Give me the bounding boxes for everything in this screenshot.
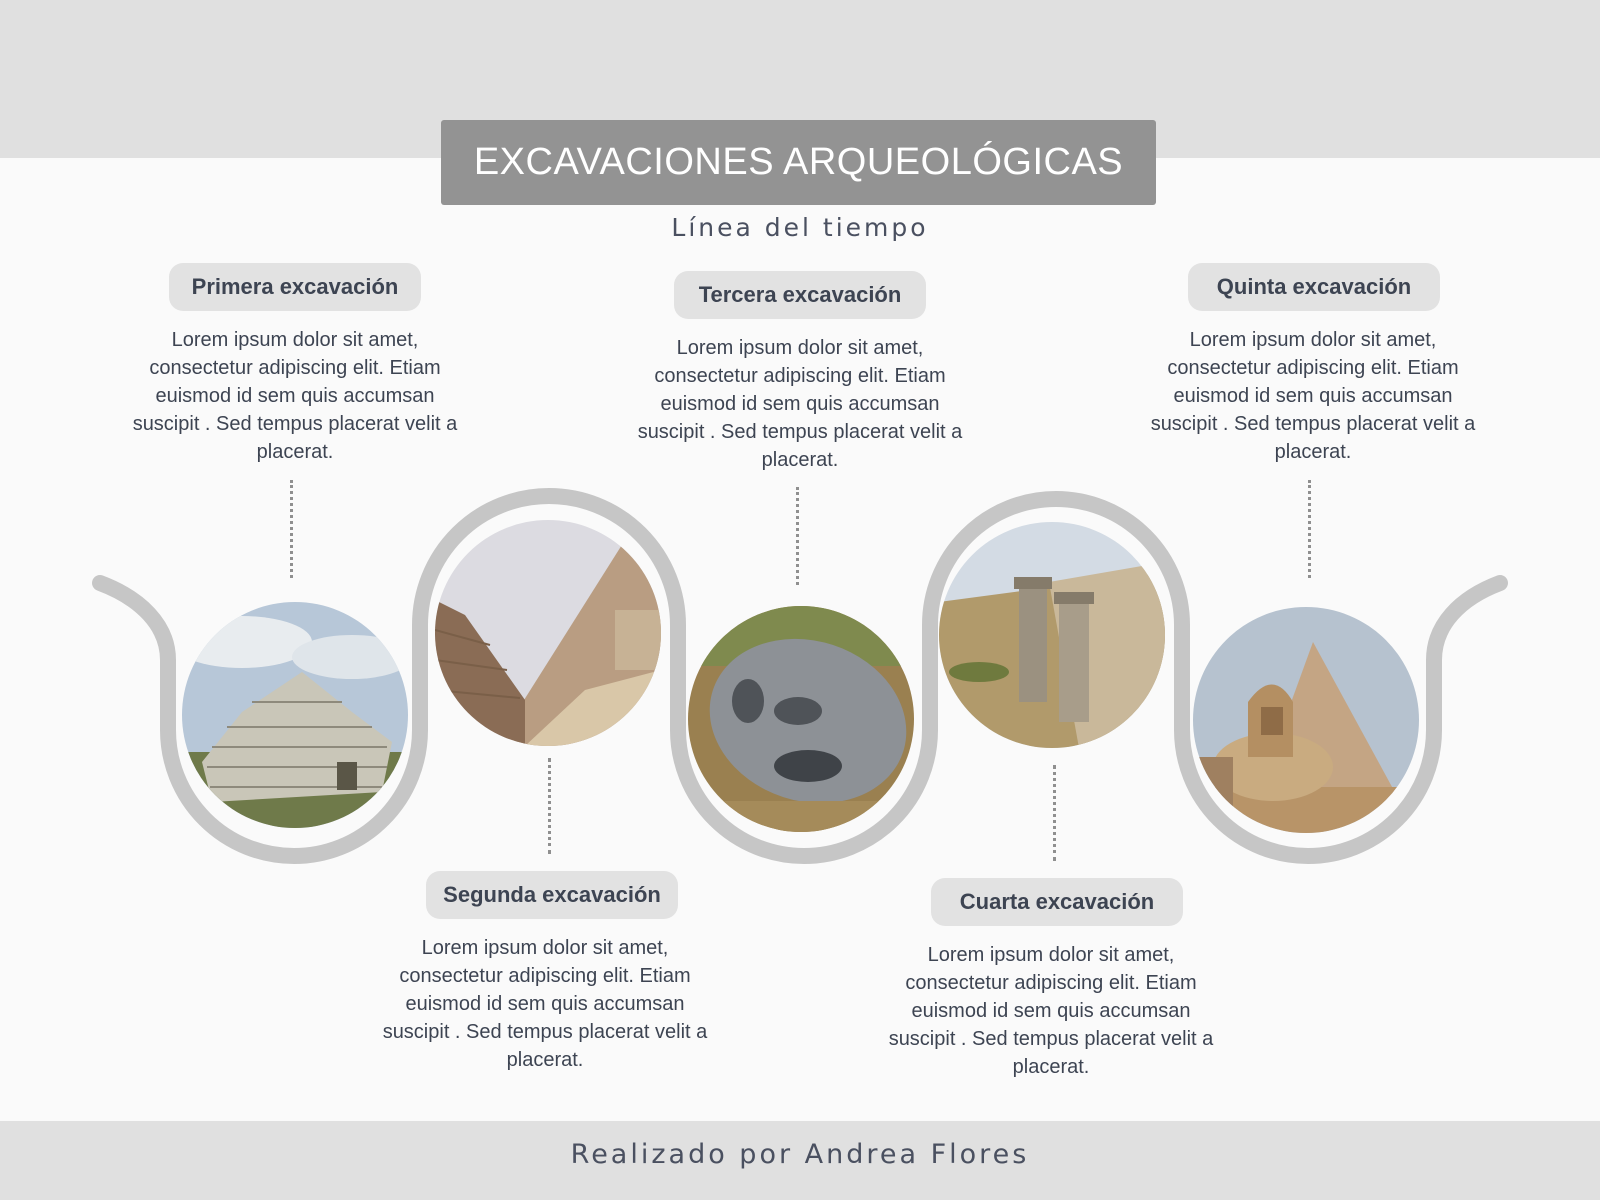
step-3-description: Lorem ipsum dolor sit amet, consectetur adipiscing elit. Etiam euismod id sem quis accumsan suscipit . Sed tempus placerat velit a placerat. <box>637 337 963 471</box>
step-4-photo <box>939 522 1165 748</box>
step-5-label: Quinta excavación <box>1216 274 1412 299</box>
page-subtitle: Línea del tiempo <box>671 213 929 242</box>
step-1-photo <box>182 602 408 828</box>
footer-band <box>0 1121 1600 1200</box>
page-title: EXCAVACIONES ARQUEOLÓGICAS <box>473 141 1124 183</box>
step-2-photo <box>435 520 661 746</box>
step-2-connector <box>548 758 551 854</box>
step-3-label-pill <box>674 271 926 319</box>
step-2-description: Lorem ipsum dolor sit amet, consectetur adipiscing elit. Etiam euismod id sem quis accumsan suscipit . Sed tempus placerat velit a placerat. <box>382 937 708 1071</box>
step-5-photo <box>1193 607 1419 833</box>
step-5-connector <box>1308 480 1311 578</box>
step-4-connector <box>1053 765 1056 861</box>
step-4-label: Cuarta excavación <box>959 889 1155 914</box>
step-3-label: Tercera excavación <box>698 282 902 307</box>
step-5-description: Lorem ipsum dolor sit amet, consectetur adipiscing elit. Etiam euismod id sem quis accumsan suscipit . Sed tempus placerat velit a placerat. <box>1150 329 1476 463</box>
step-1-description: Lorem ipsum dolor sit amet, consectetur adipiscing elit. Etiam euismod id sem quis accumsan suscipit . Sed tempus placerat velit a placerat. <box>132 329 458 463</box>
step-3-photo <box>688 606 914 832</box>
step-4-label-pill <box>931 878 1183 926</box>
footer-credit: Realizado por Andrea Flores <box>570 1139 1030 1170</box>
step-4-description: Lorem ipsum dolor sit amet, consectetur adipiscing elit. Etiam euismod id sem quis accumsan suscipit . Sed tempus placerat velit a placerat. <box>888 944 1214 1078</box>
step-1-connector <box>290 480 293 578</box>
step-1-label: Primera excavación <box>191 274 399 299</box>
step-3-connector <box>796 487 799 585</box>
step-2-label: Segunda excavación <box>443 882 661 907</box>
step-2-label-pill <box>426 871 678 919</box>
step-5-label-pill <box>1188 263 1440 311</box>
step-1-label-pill <box>169 263 421 311</box>
